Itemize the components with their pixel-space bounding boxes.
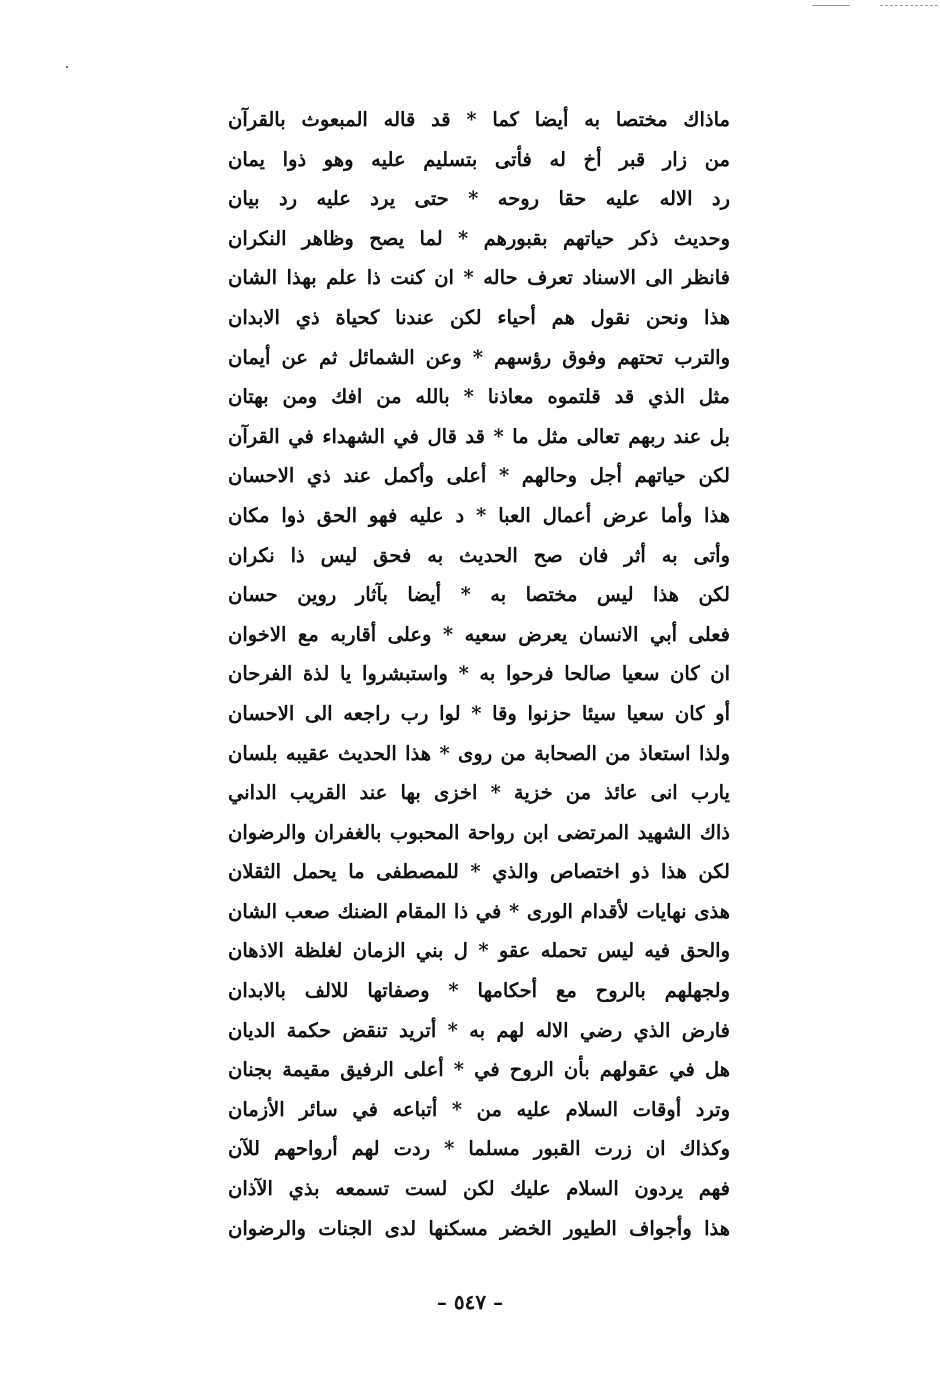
verse-line: هذا وأجواف الطيور الخضر مسكنها لدى الجنات والرضوان <box>228 1216 730 1240</box>
verse-line: رد الاله عليه حقا روحه * حتى يرد عليه رد بيان <box>228 187 730 211</box>
verse-line: ذاك الشهيد المرتضى ابن رواحة المحبوب بالغفران والرضوان <box>228 820 730 844</box>
verse-line: والترب تحتهم وفوق رؤسهم * وعن الشمائل ثم عن أيمان <box>228 345 730 369</box>
verse-line: مثل الذي قد قلتموه معاذنا * بالله من افك ومن بهتان <box>228 385 730 409</box>
verse-line: وكذاك ان زرت القبور مسلما * ردت لهم أرواحهم للآن <box>228 1137 730 1161</box>
verse-line: ولذا استعاذ من الصحابة من روى * هذا الحديث عقيبه بلسان <box>228 741 730 765</box>
verse-line: هذا وأما عرض أعمال العبا * د عليه فهو الحق ذوا مكان <box>228 503 730 527</box>
verse-line: بل عند ربهم تعالى مثل ما * قد قال في الشهداء في القرآن <box>228 424 730 448</box>
verse-line: ان كان سعيا صالحا فرحوا به * واستبشروا يا لذة الفرحان <box>228 662 730 686</box>
verse-line: ولجهلهم بالروح مع أحكامها * وصفاتها للالف بالابدان <box>228 979 730 1003</box>
poem-body <box>228 100 730 1248</box>
verse-line: فهم يردون السلام عليك لكن لست تسمعه بذي الآذان <box>228 1177 730 1201</box>
verse-line: هذا ونحن نقول هم أحياء لكن عندنا كحياة ذي الابدان <box>228 305 730 329</box>
verse-line: لكن هذا ذو اختصاص والذي * للمصطفى ما يحمل الثقلان <box>228 860 730 884</box>
verse-line: هذى نهايات لأقدام الورى * في ذا المقام الضنك صعب الشان <box>228 899 730 923</box>
verse-line: فعلى أبي الانسان يعرض سعيه * وعلى أقاربه مع الاخوان <box>228 622 730 646</box>
page-speck <box>66 66 68 68</box>
verse-line: وأتى به أثر فان صح الحديث به فحق ليس ذا نكران <box>228 543 730 567</box>
verse-line: وحديث ذكر حياتهم بقبورهم * لما يصح وظاهر النكران <box>228 226 730 250</box>
verse-line: فارض الذي رضي الاله لهم به * أتريد تنقض حكمة الديان <box>228 1018 730 1042</box>
verse-line: لكن حياتهم أجل وحالهم * أعلى وأكمل عند ذي الاحسان <box>228 464 730 488</box>
verse-line: من زار قبر أخ له فأتى بتسليم عليه وهو ذوا يمان <box>228 147 730 171</box>
page-number: – ٥٤٧ – <box>436 1290 504 1314</box>
verse-line: وترد أوقات السلام عليه من * أتباعه في سائر الأزمان <box>228 1097 730 1121</box>
verse-line: لكن هذا ليس مختصا به * أيضا بآثار روين حسان <box>228 583 730 607</box>
verse-line: يارب انى عائذ من خزية * اخزى بها عند القريب الداني <box>228 781 730 805</box>
verse-line: فانظر الى الاسناد تعرف حاله * ان كنت ذا علم بهذا الشان <box>228 266 730 290</box>
top-rule-left <box>812 5 850 6</box>
verse-line: ماذاك مختصا به أيضا كما * قد قاله المبعوث بالقرآن <box>228 108 730 131</box>
verse-line: أو كان سعيا سيئا حزنوا وقا * لوا رب راجعه الى الاحسان <box>228 701 730 725</box>
verse-line: والحق فيه ليس تحمله عقو * ل بني الزمان لغلظة الاذهان <box>228 939 730 963</box>
top-rule-right <box>880 5 938 6</box>
verse-line: هل في عقولهم بأن الروح في * أعلى الرفيق مقيمة بجنان <box>228 1058 730 1082</box>
